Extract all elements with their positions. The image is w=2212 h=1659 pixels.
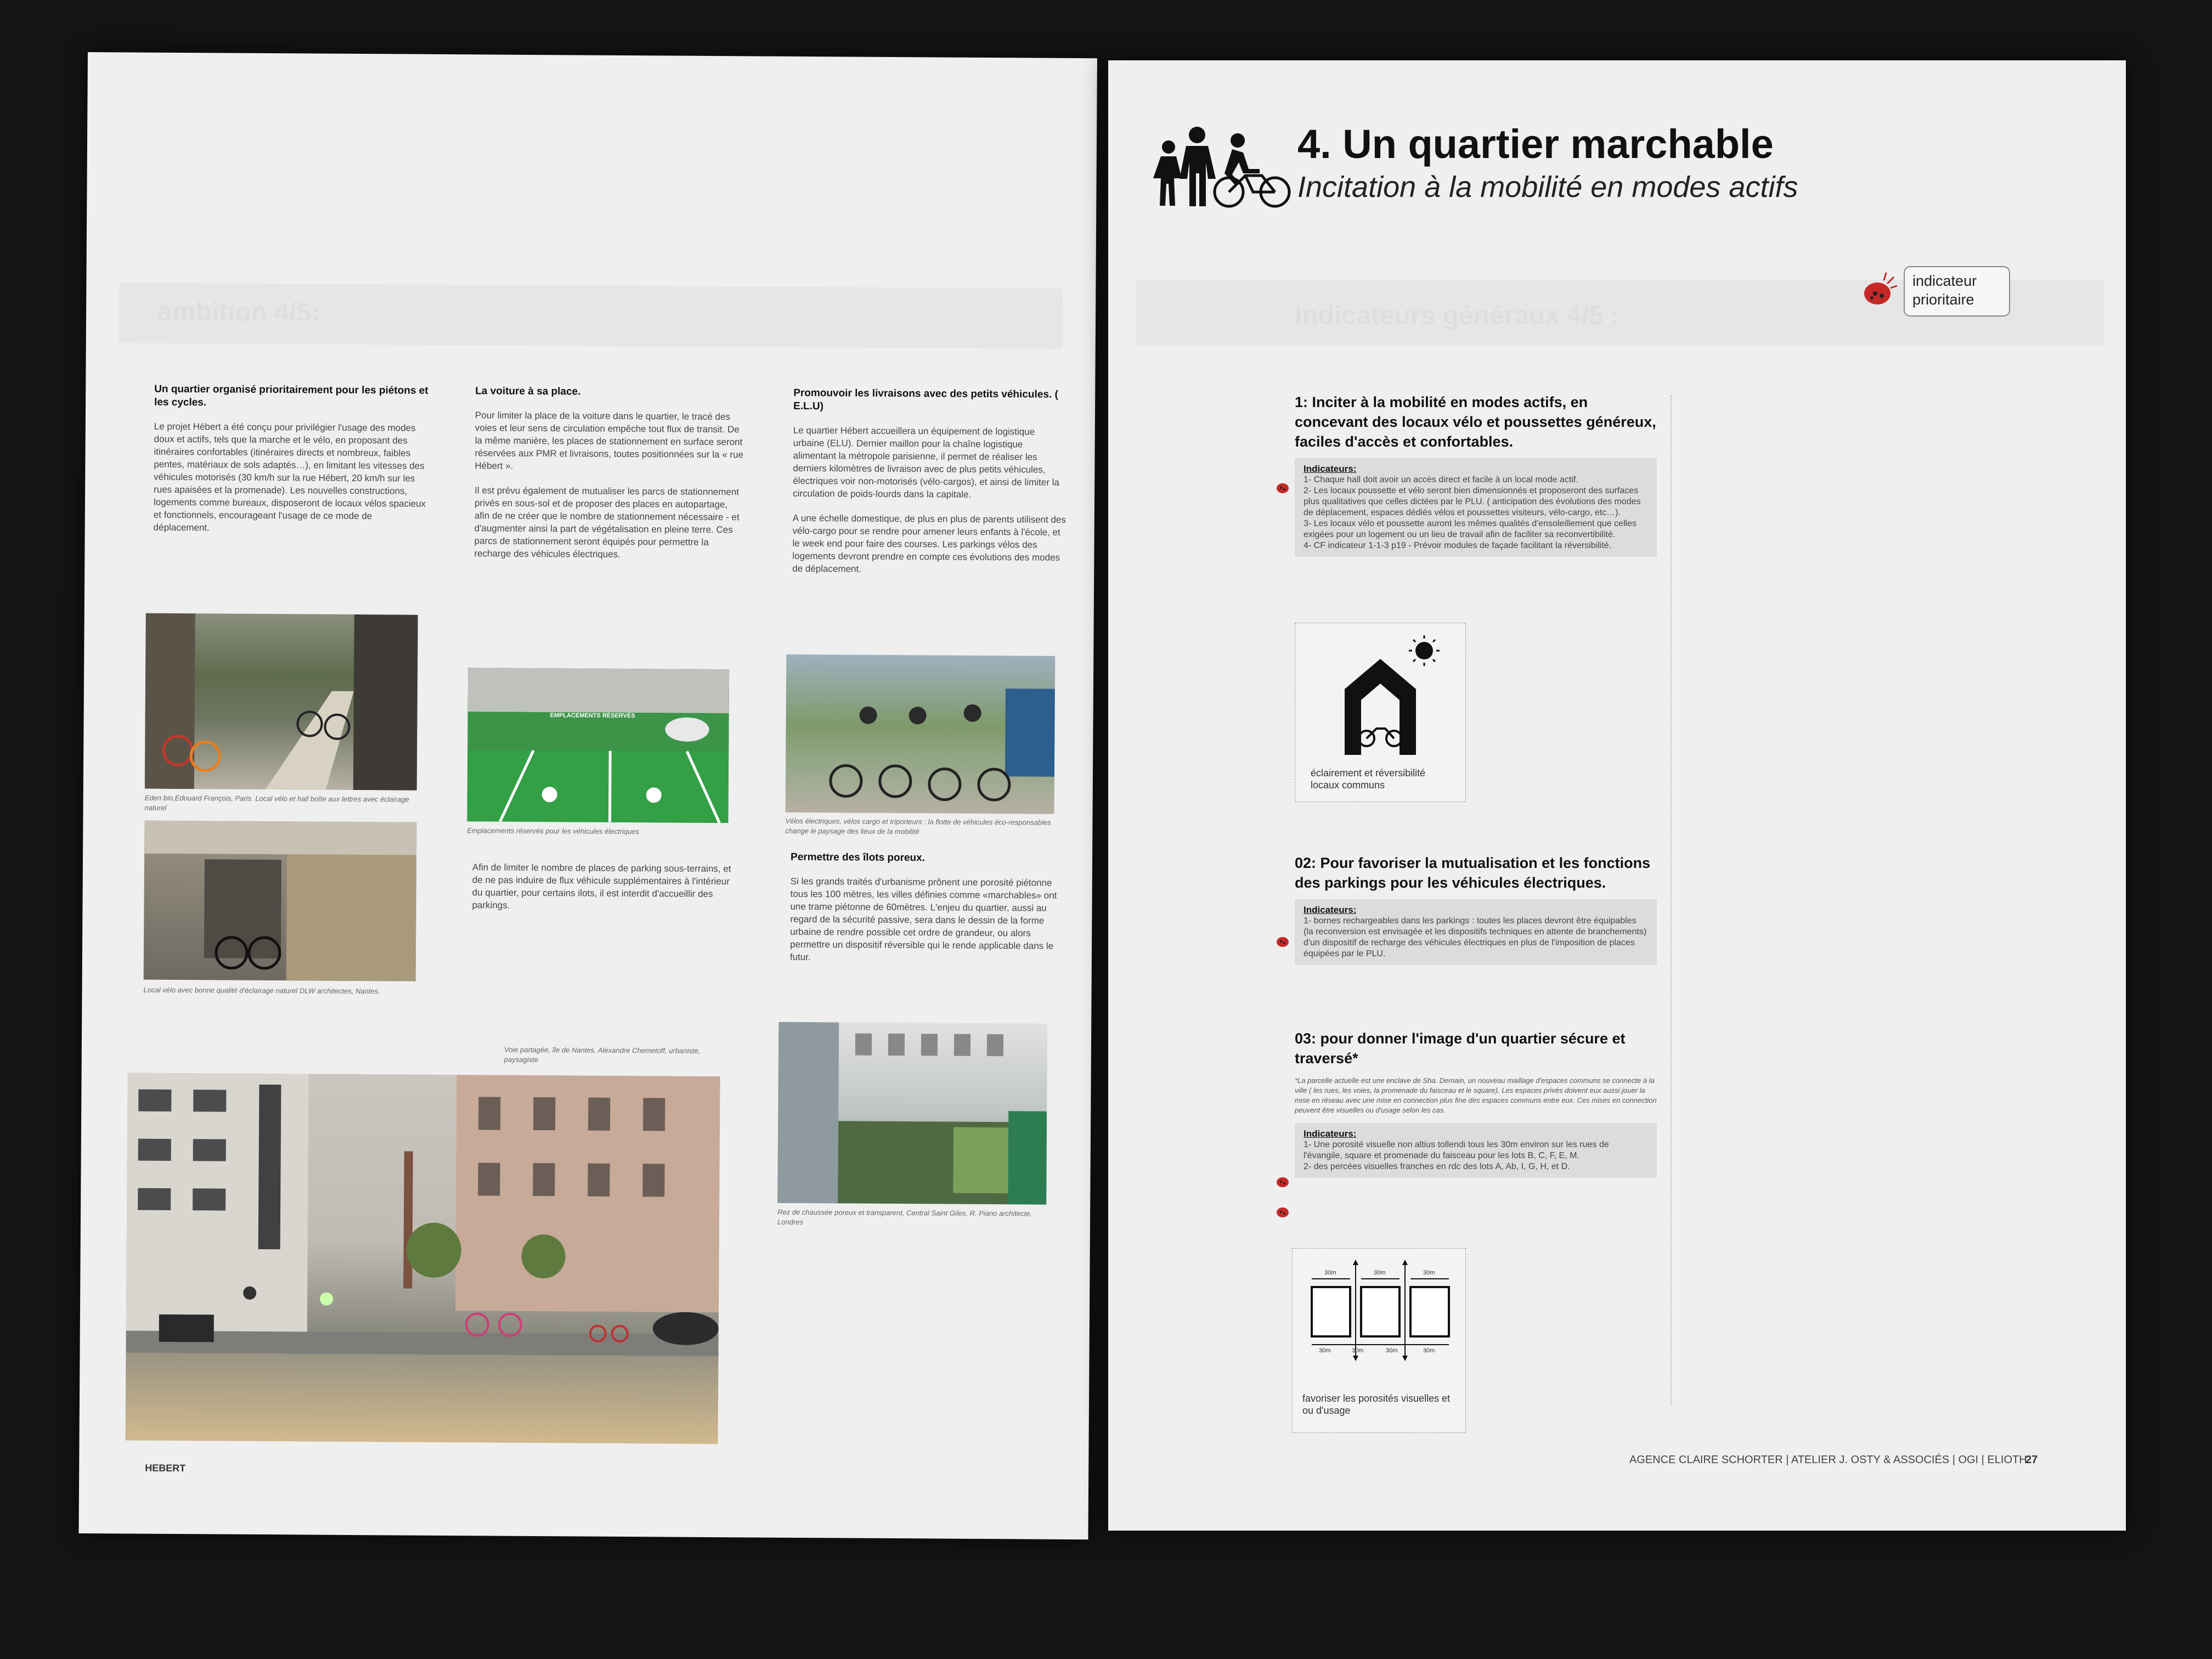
- col3-heading-2: Permettre des îlots poreux.: [790, 851, 926, 864]
- column-3-lower: [790, 851, 1065, 977]
- block3-indicators-box: [1295, 1123, 1657, 1178]
- col3-caption-1: Vélos électriques, vélos cargo et triporteurs : la flotte de véhicules éco-responsables change le paysage des lieux de la mobilité: [785, 816, 1051, 836]
- col3-heading: Promouvoir les livraisons avec des petits véhicules. ( E.L.U): [793, 387, 1058, 413]
- block1-line-4: 4- CF indicateur 1-1-3 p19 - Prévoir modules de façade facilitant la réversibilité.: [1304, 541, 1612, 550]
- dim-bottom-2: 30m: [1352, 1347, 1364, 1354]
- page-number: 27: [2025, 1454, 2038, 1466]
- figure-porosity-diagram: [1292, 1248, 1466, 1433]
- priority-bug-icon: [1276, 1174, 1290, 1188]
- priority-bug-icon: [1860, 272, 1898, 310]
- priority-label: indicateur prioritaire: [1912, 273, 1977, 308]
- block1-line-1: 1- Chaque hall doit avoir un accès direct et facile à un local mode actif.: [1304, 475, 1578, 484]
- block2-line-1: 1- bornes rechargeables dans les parkings : toutes les places devront être équipables (la reconversion est envisagée et les dispositifs techniques en attente de branchements) d'un dispositif de recharge des véhicules électriques en plus de l'imposition de places équipées par le PLU.: [1304, 916, 1647, 958]
- block3-line-2: 2- des percées visuelles franches en rdc des lots A, Ab, I, G, H, et D.: [1304, 1162, 1570, 1171]
- block1-indicators-label: Indicateurs:: [1304, 464, 1357, 474]
- dim-bottom-1: 30m: [1319, 1347, 1331, 1354]
- dim-top-2: 30m: [1374, 1269, 1386, 1276]
- block2-indicators-box: [1295, 899, 1657, 965]
- col2-body-2: Il est prévu également de mutualiser les parcs de stationnement privés en sous-sol et de proposer des places en autopartage, afin de ne créer que le nombre de stationnement nécessaire - et d'augmenter ainsi la part de végétalisation en pleine terre. Ces parcs de stationnement seront équipés pour permettre la recharge des véhicules électriques.: [474, 485, 740, 560]
- page-title: 4. Un quartier marchable: [1297, 121, 1774, 167]
- figure2-caption: favoriser les porosités visuelles et ou d'usage: [1302, 1393, 1451, 1416]
- block1-indicators-box: [1295, 458, 1657, 557]
- col1-body: Le projet Hébert a été conçu pour privilégier l'usage des modes doux et actifs, tels que la marche et le vélo, en proposant des itinéraires confortables (itinéraires directs et nombreux, faibles pentes, matériaux de sols adaptés…), en limitant les vitesses des véhicules motorisés (30 km/h sur la rue Hébert, 20 km/h sur les rues apaisées et la promenade). Les nouvelles constructions, logements comme bureaux, disposeront de locaux vélos spacieux et fonctionnels, encourageant l'usage de ce mode de déplacement.: [153, 421, 426, 533]
- left-page: [79, 52, 1097, 1539]
- col3-body-1: Le quartier Hébert accueillera un équipement de logistique urbaine (ELU). Dernier maillon pour la chaîne logistique alimentant la métropole parisienne, il permet de réaliser les derniers kilomètres de livraison avec de plus petits véhicules, électriques voir non-motorisés (vélo-cargos), et ainsi de limiter la circulation de poids-lourds dans la capitale.: [793, 425, 1059, 500]
- photo-bike-room-eden-bio: [145, 613, 418, 791]
- right-page: [1108, 60, 2126, 1531]
- pedestrian-cyclist-icon: [1152, 126, 1295, 219]
- column-2-lower: [472, 861, 741, 925]
- ev-parking-sign: EMPLACEMENTS RÉSERVÉS: [550, 712, 635, 720]
- priority-bug-icon: [1276, 1204, 1290, 1218]
- column-3: [792, 387, 1068, 589]
- block3-heading: 03: pour donner l'image d'un quartier sécure et traversé*: [1295, 1030, 1626, 1066]
- priority-bug-icon: [1276, 934, 1290, 948]
- photo-ev-parking: [467, 668, 729, 823]
- column-2: [474, 385, 744, 573]
- block1-line-3: 3- Les locaux vélo et poussette auront les mêmes qualités d'ensoleillement que celles exigées pour un logement ou un lieu de travail afin de faciliter sa reconvertibilité.: [1304, 519, 1637, 539]
- col2-heading: La voiture à sa place.: [475, 385, 581, 398]
- block2-heading: 02: Pour favoriser la mutualisation et les fonctions des parkings pour les véhicules électriques.: [1295, 855, 1651, 891]
- indicator-block-1: [1295, 392, 1657, 557]
- photo-porous-ground-floor: [777, 1022, 1047, 1205]
- col2-caption: Emplacements réservés pour les véhicules électriques: [467, 826, 639, 836]
- col1-heading: Un quartier organisé prioritairement pour les piétons et les cycles.: [154, 383, 428, 409]
- block3-note: *La parcelle actuelle est une enclave de Sha. Demain, un nouveau maillage d'espaces communs se connecte à la ville ( les rues, les voies, la promenade du faisceau et le square). Les espaces privés doivent eux aussi jouer la mise en réseau avec une mise en connection plus fine des espaces communs entre eux. Ces mises en connection peuvent être visuelles ou d'usage selon les cas.: [1295, 1076, 1657, 1114]
- indicator-block-2: [1295, 853, 1657, 965]
- big-photo-caption: Voie partagée, île de Nantes. Alexandre Chemetoff, urbaniste, paysagiste: [504, 1045, 701, 1064]
- column-divider: [1671, 395, 1672, 1404]
- block1-heading: 1: Inciter à la mobilité en modes actifs, en concevant des locaux vélo et poussettes généreux, faciles d'accès et confortables.: [1295, 394, 1656, 450]
- col1-caption-1: Eden bio,Edouard François, Paris. Local vélo et hall boîte aux lettres avec éclairage naturel: [144, 793, 409, 812]
- col1-caption-2: Local vélo avec bonne qualité d'éclairage naturel DLW architectes, Nantes.: [143, 985, 380, 996]
- col3-body-3: Si les grands traités d'urbanisme prônent une porosité piétonne tous les 100 mètres, les villes définies comme «marchables» ont une trame piétonne de 60mètres. L'enjeu du quartier, aussi au regard de la sécurité passive, sera dans le dessin de la forme urbaine de rendre possible cet ordre de grandeur, ou alors permettre un dispositif réversible qui le rende applicable dans le futur.: [789, 876, 1057, 963]
- col3-caption-2: Rez de chaussée poreux et transparent, Central Saint Giles, R. Piano architecte, Londres: [777, 1207, 1032, 1227]
- col2-body-1: Pour limiter la place de la voiture dans le quartier, le tracé des voies et leur sens de circulation empêche tout flux de transit. De la même manière, les places de stationnement en surface seront réservées aux PMR et livraisons, toutes positionnées sur la « rue Hébert ».: [475, 410, 744, 471]
- dim-bottom-3: 30m: [1386, 1347, 1398, 1354]
- page-subtitle: Incitation à la mobilité en modes actifs: [1297, 171, 1798, 204]
- block3-indicators-label: Indicateurs:: [1304, 1128, 1357, 1139]
- dim-top-3: 30m: [1423, 1269, 1435, 1276]
- block2-indicators-label: Indicateurs:: [1304, 905, 1357, 915]
- faded-heading: Indicateurs généraux 4/5 :: [1295, 301, 1620, 330]
- left-footer: HEBERT: [145, 1462, 186, 1474]
- dim-bottom-4: 30m: [1423, 1347, 1435, 1354]
- photo-cargo-bikes: [786, 654, 1056, 814]
- col3-body-2: A une échelle domestique, de plus en plus de parents utilisent des vélo-cargo pour se rendre pour amener leurs enfants à l'école, et le week end pour faire des courses. Les parkings vélos des logements devront prendre en compte ces évolutions des modes de déplacement.: [792, 512, 1066, 574]
- priority-bug-icon: [1276, 480, 1290, 494]
- priority-label-bubble: [1904, 266, 2010, 317]
- block1-line-2: 2- Les locaux poussette et vélo seront bien dimensionnés et proposeront des surfaces plus qualitatives que celles dictées par le PLU. ( anticipation des évolutions des modes de déplacement, espaces dédiés vélos et poussettes visiteurs, vélo-cargo, etc…).: [1304, 486, 1641, 517]
- photo-shared-street-nantes: [126, 1073, 720, 1444]
- right-footer: AGENCE CLAIRE SCHORTER | ATELIER J. OSTY & ASSOCIÉS | OGI | ELIOTH: [1629, 1454, 2027, 1466]
- figure1-caption: éclairement et réversibilité locaux communs: [1311, 768, 1426, 791]
- indicator-block-3: [1295, 1029, 1657, 1178]
- faded-heading: ambition 4/5:: [157, 297, 320, 328]
- figure-lighting-reversibility: [1295, 623, 1466, 802]
- dim-top-1: 30m: [1324, 1269, 1336, 1276]
- photo-bike-room-nantes: [144, 821, 417, 981]
- column-1: [154, 383, 429, 548]
- block3-line-1: 1- Une porosité visuelle non altius tollendi tous les 30m environ sur les rues de l'évangile, square et promenade du faisceau pour les lots B, C, F, E, M.: [1304, 1140, 1609, 1160]
- col2-body-3: Afin de limiter le nombre de places de parking sous-terrains, et de ne pas induire de flux véhicule supplémentaires à l'intérieur du quartier, pour certains ilots, il est interdit d'accueillir des parkings.: [472, 862, 731, 911]
